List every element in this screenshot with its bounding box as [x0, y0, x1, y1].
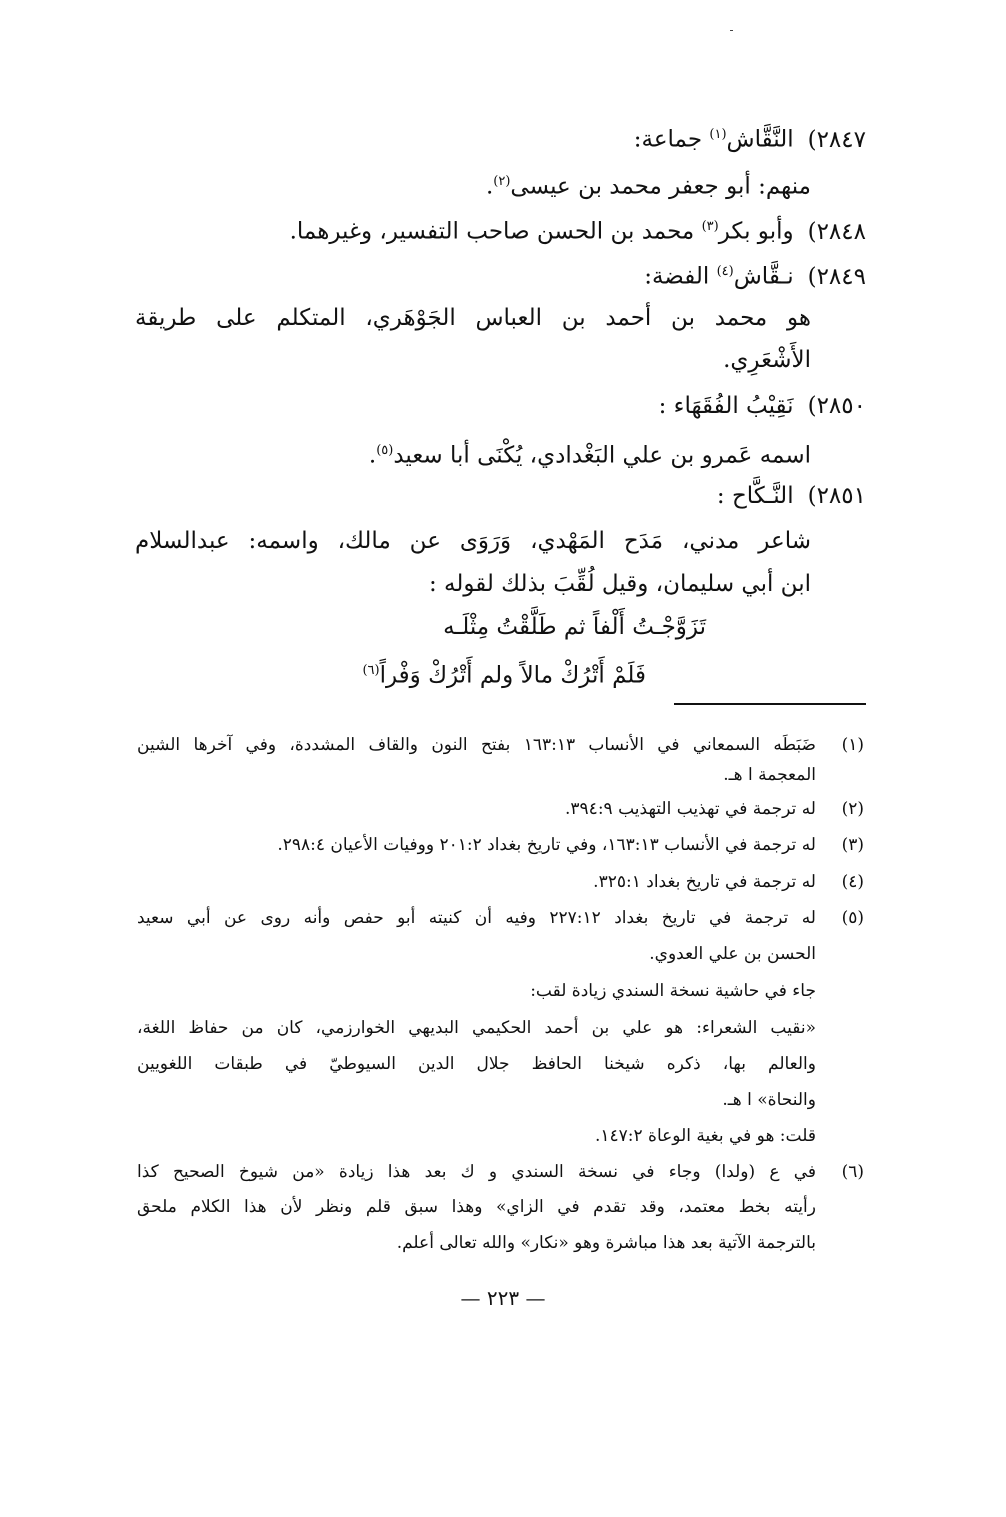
entry-2851-body-line2: ابن أبي سليمان، وقيل لُقِّبَ بذلك لقوله : [428, 571, 811, 597]
page-number: — ٢٢٣ — [460, 1286, 546, 1310]
entry-text: الفضة: [644, 263, 710, 290]
entry-number: ٢٨٥٠) [807, 393, 866, 419]
footnote-text: له ترجمة في تاريخ بغداد ٢٢٧:١٢ وفيه أن كنيته أبو حفص وأنه روى عن أبي سعيد [137, 908, 816, 928]
footnote-ref: (٤) [716, 264, 734, 279]
footnote-ref: (٦) [362, 663, 380, 678]
footnote-text: له ترجمة في الأنساب ١٦٣:١٣، وفي تاريخ بغداد ٢٠١:٢ ووفيات الأعيان ٢٩٨:٤. [277, 835, 816, 855]
footnote-number: (٢) [841, 799, 864, 819]
entry-2850-body [369, 436, 811, 471]
entry-text-end: . [368, 442, 377, 469]
footnote-5-line1 [137, 904, 864, 932]
entry-2847-heading [634, 120, 866, 155]
entry-text-end: . [485, 173, 494, 200]
entry-text: جماعة: [633, 126, 703, 153]
entry-number: ٢٨٤٧) [807, 126, 866, 153]
footnote-4 [137, 868, 864, 896]
footnote-5-line6: والنحاة» ا هـ. [722, 1090, 816, 1110]
footnote-number: (١) [841, 735, 864, 755]
footnote-ref: (٣) [701, 219, 719, 234]
footnote-separator [674, 703, 866, 705]
entry-2851-body-line1: شاعر مدني، مَدَح المَهْدي، وَرَوَى عن مالك، واسمه: عبدالسلام [135, 528, 811, 554]
footnote-text: ضَبَطَه السمعاني في الأنساب ١٦٣:١٣ بفتح النون والقاف المشددة، وفي آخرها الشين [137, 735, 816, 755]
footnote-3 [137, 831, 864, 859]
footnote-ref: (١) [709, 127, 727, 142]
entry-2849-heading [644, 257, 866, 292]
footnote-text: له ترجمة في تاريخ بغداد ٣٢٥:١. [593, 872, 816, 892]
footnote-number: (٥) [841, 908, 864, 928]
footnote-ref: (٥) [376, 443, 394, 458]
entry-title: النَّقَّاش [726, 126, 794, 153]
footnote-text: له ترجمة في تهذيب التهذيب ٣٩٤:٩. [565, 799, 816, 819]
verse-hemistich-2 [362, 656, 646, 691]
footnote-6-line2: رأيته بخط معتمد، وقد تقدم في الزاي» وهذا سبق قلم ونظر لأن هذا الكلام ملحق [137, 1197, 816, 1217]
footnote-text: في ع (ولدا) وجاء في نسخة السندي و ك بعد هذا زيادة «من شيوخ الصحيح كذا [137, 1162, 816, 1182]
footnote-5-line7: قلت: هو في بغية الوعاة ١٤٧:٢. [594, 1126, 816, 1146]
entry-2849-body-line2: الأَشْعَرِي. [723, 347, 811, 373]
entry-title: نـقَّاش [733, 263, 794, 290]
entry-text: اسمه عَمرو بن علي البَغْدادي، يُكْنَى أبا سعيد [393, 442, 811, 469]
entry-number: ٢٨٥١) [807, 483, 866, 509]
entry-2850-heading [659, 391, 866, 421]
footnote-5-line4: «نقيب الشعراء: هو علي بن أحمد الحكيمي البديهي الخوارزمي، كان من حفاظ اللغة، [137, 1018, 816, 1038]
scan-speck [730, 30, 733, 31]
entry-2851-heading [717, 481, 866, 511]
entry-2848 [290, 212, 866, 247]
entry-2849-body-line1: هو محمد بن أحمد بن العباس الجَوْهَري، المتكلم على طريقة [135, 305, 811, 331]
entry-number: ٢٨٤٩) [807, 263, 866, 290]
footnote-number: (٦) [841, 1162, 864, 1182]
footnote-2 [137, 795, 864, 823]
verse-text: فَلَمْ أَتْرُكْ مالاً ولم أَتْرُكْ وَفْراً [379, 662, 646, 689]
entry-text: منهم: أبو جعفر محمد بن عيسى [510, 173, 811, 200]
footnote-1-line2: المعجمة ا هـ. [723, 765, 816, 785]
footnote-5-line3: جاء في حاشية نسخة السندي زيادة لقب: [530, 981, 816, 1001]
entry-number: ٢٨٤٨) [807, 218, 866, 245]
footnote-1-line1 [137, 731, 864, 759]
footnote-6-line1 [137, 1158, 864, 1186]
verse-hemistich-1: تَزَوَّجْـتُ أَلْفاً ثم طَلَّقْتُ مِثْلَـه [443, 614, 706, 640]
entry-2847-body [486, 167, 811, 202]
footnote-ref: (٢) [493, 174, 511, 189]
footnote-number: (٣) [841, 835, 864, 855]
entry-title: نَقِيْبُ الفُقَهَاء : [658, 393, 794, 419]
footnote-6-line3: بالترجمة الآتية بعد هذا مباشرة وهو «نكار» والله تعالى أعلم. [396, 1233, 816, 1253]
footnote-5-line2: الحسن بن علي العدوي. [649, 944, 816, 964]
footnote-number: (٤) [841, 872, 864, 892]
entry-text: وأبو بكر [718, 218, 794, 245]
entry-title: النَّـكَّاح : [716, 483, 794, 509]
footnote-5-line5: والعالم بها، ذكره شيخنا الحافظ جلال الدين السيوطيّ في طبقات اللغويين [137, 1054, 816, 1074]
entry-text: محمد بن الحسن صاحب التفسير، وغيرهما. [289, 218, 695, 245]
